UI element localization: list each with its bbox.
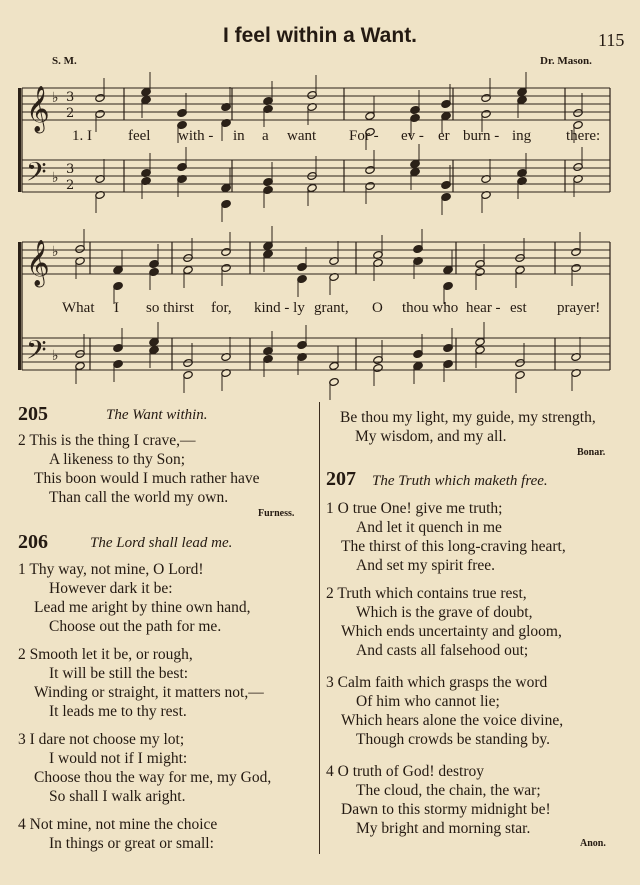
verse-line: It leads me to thy rest. — [49, 703, 187, 720]
verse-line: And let it quench in me — [356, 519, 502, 536]
lyric-syllable: want — [287, 128, 317, 144]
hymn-number: 206 — [18, 531, 48, 553]
time-signature: 3 — [66, 90, 75, 105]
lyric-syllable: for, — [211, 300, 232, 316]
meter-label: S. M. — [52, 55, 77, 67]
verse-line: 1 O true One! give me truth; — [326, 500, 503, 517]
lyric-syllable: in — [233, 128, 245, 144]
page-number: 115 — [598, 30, 625, 50]
lyric-syllable: grant, — [314, 300, 349, 316]
treble-clef: 𝄞 — [26, 240, 50, 286]
bass-clef: 𝄢 — [26, 156, 47, 194]
verse-line: This boon would I much rather have — [34, 470, 260, 487]
verse-line: Choose thou the way for me, my God, — [34, 769, 272, 786]
verse-line: 3 Calm faith which grasps the word — [326, 674, 548, 691]
system-bracket — [18, 242, 21, 370]
lyric-syllable: burn - — [463, 128, 500, 144]
flat-sign: ♭ — [52, 90, 59, 106]
lyric-syllable: prayer! — [557, 300, 601, 316]
verse-line: Which hears alone the voice divine, — [341, 712, 564, 729]
verse-line: Which is the grave of doubt, — [356, 604, 533, 621]
hymn-number: 207 — [326, 468, 356, 490]
lyric-syllable: ev - — [401, 128, 424, 144]
verse-line: Choose out the path for me. — [49, 618, 222, 635]
lyric-syllable: there: — [566, 128, 601, 144]
verse-line: 4 Not mine, not mine the choice — [18, 816, 218, 833]
verse-line: However dark it be: — [49, 580, 173, 597]
treble-clef: 𝄞 — [26, 86, 50, 132]
time-signature: 2 — [66, 106, 75, 121]
column-divider — [319, 402, 320, 854]
lyric-syllable: so thirst — [146, 300, 194, 316]
verse-line: Dawn to this stormy midnight be! — [341, 801, 551, 818]
lyric-syllable: ing — [512, 128, 532, 144]
verse-line: 2 This is the thing I crave,— — [18, 432, 196, 449]
lyric-syllable: O — [372, 300, 383, 316]
hymn-tune-title: I feel within a Want. — [222, 24, 418, 47]
verse-line: Though crowds be standing by. — [356, 731, 551, 748]
lyric-syllable: For - — [349, 128, 379, 144]
verse-line: Which ends uncertainty and gloom, — [341, 623, 562, 640]
lyric-syllable: thou who — [402, 300, 459, 316]
verse-line: The thirst of this long-craving heart, — [341, 538, 566, 555]
flat-sign: ♭ — [52, 348, 59, 364]
flat-sign: ♭ — [52, 244, 59, 260]
verse-line: Than call the world my own. — [49, 489, 229, 506]
verse-line: I would not if I might: — [49, 750, 188, 767]
flat-sign: ♭ — [52, 170, 59, 186]
bass-clef: 𝄢 — [26, 334, 47, 372]
verse-line: And casts all falsehood out; — [356, 642, 529, 659]
lyric-syllable: hear - — [466, 300, 501, 316]
composer-credit: Dr. Mason. — [540, 55, 592, 67]
hymn-title: The Truth which maketh free. — [372, 473, 548, 489]
lyric-syllable: er — [438, 128, 450, 144]
verse-line: 1 Thy way, not mine, O Lord! — [18, 561, 204, 578]
time-signature: 3 — [66, 162, 75, 177]
verse-line: 3 I dare not choose my lot; — [18, 731, 185, 748]
verse-line: And set my spirit free. — [356, 557, 496, 574]
hymn-attribution: Furness. — [258, 508, 295, 519]
verse-line: My bright and morning star. — [356, 820, 531, 837]
lyric-syllable: with - — [178, 128, 214, 144]
verse-line: Be thou my light, my guide, my strength, — [340, 409, 596, 426]
time-signature: 2 — [66, 178, 75, 193]
verse-line: 4 O truth of God! destroy — [326, 763, 484, 780]
verse-line: Of him who cannot lie; — [356, 693, 500, 710]
hymn-attribution: Bonar. — [577, 447, 606, 458]
system-bracket — [18, 88, 21, 192]
lyric-syllable: est — [510, 300, 527, 316]
verse-line: It will be still the best: — [49, 665, 189, 682]
hymn-number: 205 — [18, 403, 48, 425]
verse-line: The cloud, the chain, the war; — [356, 782, 541, 799]
lyric-syllable: What — [62, 300, 95, 316]
lyric-syllable: kind - ly — [254, 300, 305, 316]
verse-line: Winding or straight, it matters not,— — [34, 684, 264, 701]
verse-line: Lead me aright by thine own hand, — [34, 599, 251, 616]
music-score — [0, 0, 640, 400]
verse-line: 2 Smooth let it be, or rough, — [18, 646, 193, 663]
verse-line: In things or great or small: — [49, 835, 214, 852]
lyric-syllable: 1. I — [72, 128, 92, 144]
verse-line: 2 Truth which contains true rest, — [326, 585, 527, 602]
lyric-syllable: a — [262, 128, 269, 144]
hymn-title: The Lord shall lead me. — [90, 535, 233, 551]
lyric-syllable: I — [114, 300, 119, 316]
verse-line: A likeness to thy Son; — [49, 451, 186, 468]
verse-line: My wisdom, and my all. — [355, 428, 507, 445]
lyric-syllable: feel — [128, 128, 151, 144]
hymn-title: The Want within. — [106, 407, 208, 423]
hymn-attribution: Anon. — [580, 838, 606, 849]
verse-line: So shall I walk aright. — [49, 788, 186, 805]
